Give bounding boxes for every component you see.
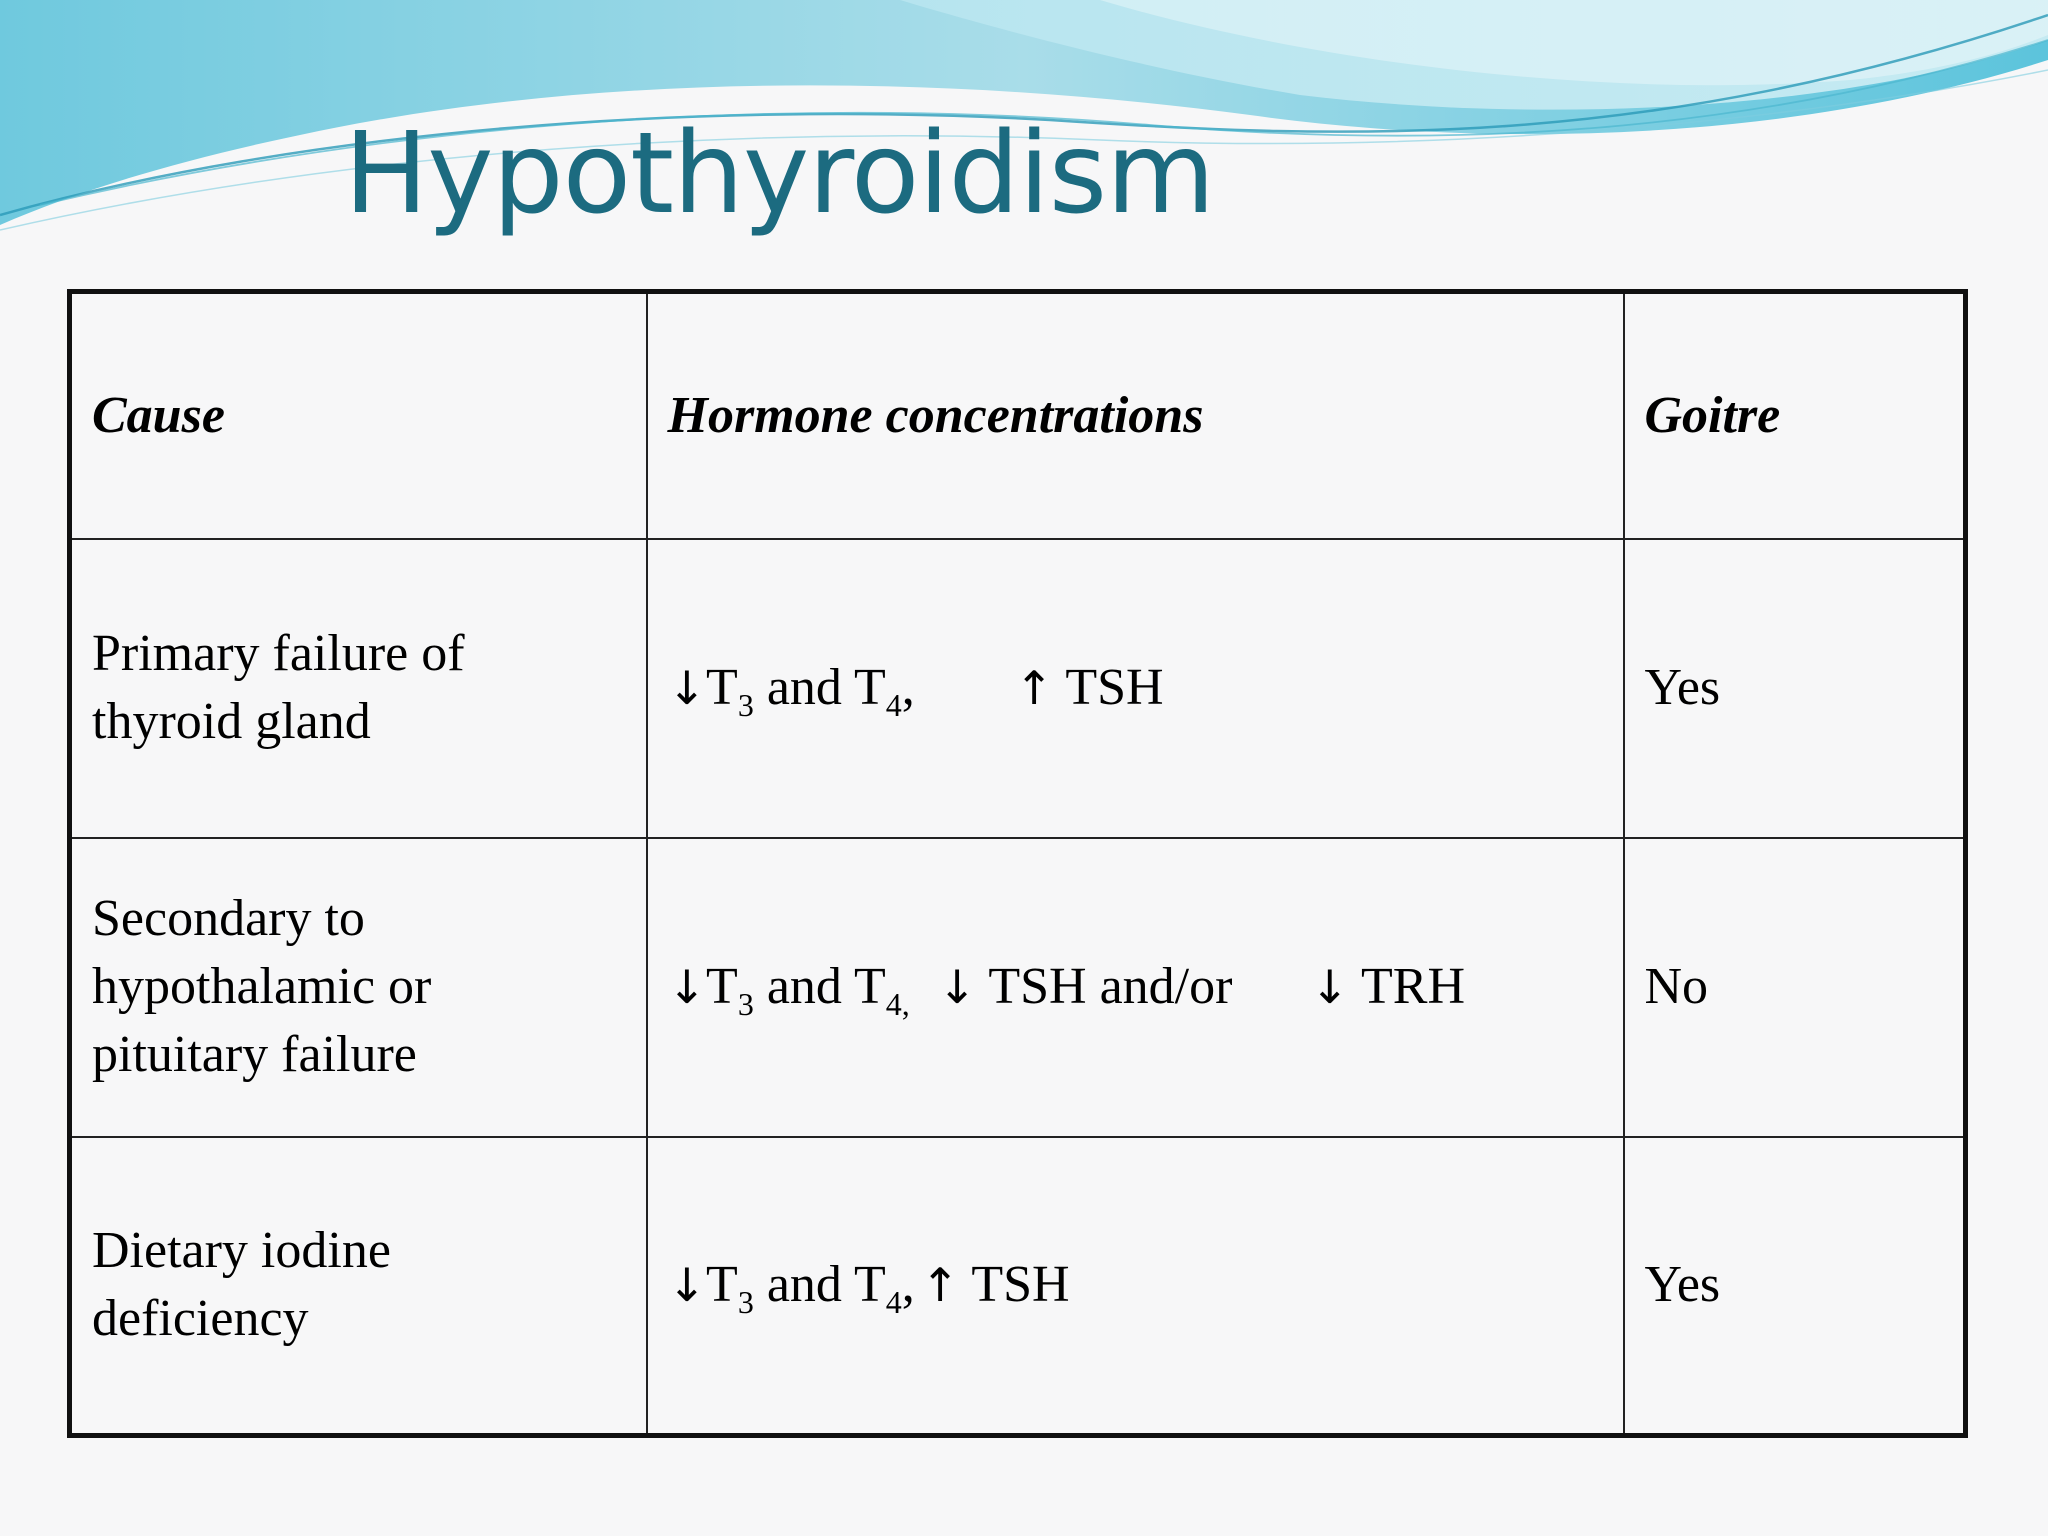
down-arrow-icon: ↓ bbox=[667, 960, 707, 1014]
goitre-cell: No bbox=[1624, 838, 1966, 1137]
t3-subscript: 3 bbox=[737, 687, 754, 723]
header-cause: Cause bbox=[70, 292, 647, 539]
cause-line: hypothalamic or bbox=[92, 958, 432, 1015]
t4-subscript: 4 bbox=[885, 687, 902, 723]
cause-cell bbox=[70, 1137, 647, 1436]
cause-cell bbox=[70, 539, 647, 838]
t4-label: T bbox=[853, 958, 886, 1015]
cause-line: deficiency bbox=[92, 1290, 309, 1348]
cause-line: Secondary to bbox=[92, 890, 365, 947]
hormone-cell bbox=[647, 838, 1624, 1137]
t3-label: T bbox=[706, 659, 738, 716]
t4-subscript: 4, bbox=[885, 986, 910, 1022]
header-hormone-concentrations: Hormone concentrations bbox=[647, 292, 1624, 539]
down-arrow-icon: ↓ bbox=[1310, 960, 1349, 1014]
slide-title: Hypothyroidism bbox=[344, 109, 1215, 239]
tsh-label: TSH and/or bbox=[976, 958, 1233, 1015]
cause-line: thyroid gland bbox=[92, 693, 371, 750]
table-row bbox=[70, 1137, 1966, 1436]
tsh-label: TSH bbox=[959, 1256, 1070, 1314]
and-text: and bbox=[753, 1256, 854, 1314]
comma-text: , bbox=[901, 1256, 915, 1314]
t4-label: T bbox=[853, 659, 886, 716]
and-text: and bbox=[753, 958, 854, 1015]
hypothyroidism-table bbox=[67, 289, 1968, 1438]
goitre-cell: Yes bbox=[1624, 539, 1966, 838]
cause-line: Dietary iodine bbox=[92, 1222, 391, 1280]
t3-label: T bbox=[706, 958, 738, 1015]
hormone-cell bbox=[647, 1137, 1624, 1436]
table-header-row bbox=[70, 292, 1966, 539]
trh-label: TRH bbox=[1348, 958, 1466, 1015]
up-arrow-icon: ↑ bbox=[1014, 661, 1054, 715]
down-arrow-icon: ↓ bbox=[937, 960, 977, 1014]
table-row bbox=[70, 539, 1966, 838]
header-goitre: Goitre bbox=[1624, 292, 1966, 539]
t3-label: T bbox=[706, 1256, 738, 1314]
comma-text: , bbox=[901, 659, 915, 716]
down-arrow-icon: ↓ bbox=[667, 1258, 707, 1313]
down-arrow-icon: ↓ bbox=[667, 661, 707, 715]
tsh-label: TSH bbox=[1053, 659, 1164, 716]
t3-subscript: 3 bbox=[737, 1284, 754, 1321]
t4-label: T bbox=[853, 1256, 886, 1314]
goitre-cell: Yes bbox=[1624, 1137, 1966, 1436]
hormone-cell bbox=[647, 539, 1624, 838]
t4-subscript: 4 bbox=[885, 1284, 902, 1321]
cause-line: pituitary failure bbox=[92, 1026, 417, 1083]
cause-line: Primary failure of bbox=[92, 625, 465, 682]
cause-cell bbox=[70, 838, 647, 1137]
and-text: and bbox=[753, 659, 854, 716]
t3-subscript: 3 bbox=[737, 986, 754, 1022]
table-row bbox=[70, 838, 1966, 1137]
up-arrow-icon: ↑ bbox=[920, 1258, 960, 1313]
